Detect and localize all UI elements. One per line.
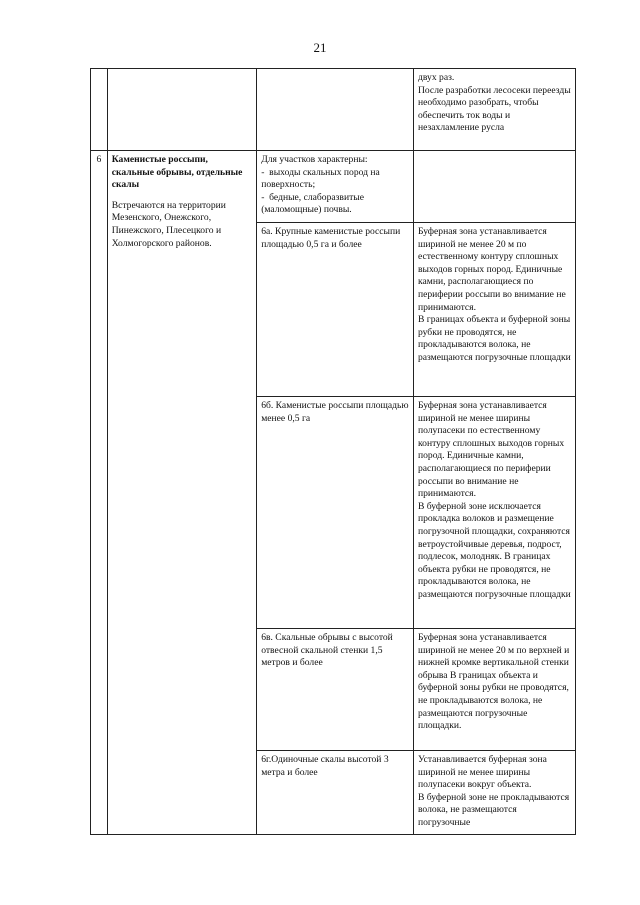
measure-cell bbox=[413, 397, 575, 629]
characteristic-cell bbox=[257, 69, 414, 151]
subtype-label-cell: 6б. Каменистые россыпи площадью менее 0,5 га bbox=[257, 397, 414, 629]
characteristic-text: Для участков характерны: - выходы скальных пород на поверхность; - бедные, слаборазвитые (маломощные) почвы. bbox=[261, 154, 380, 216]
measure-cell bbox=[413, 629, 575, 751]
measure-text: Буферная зона устанавливается шириной не менее 20 м по верхней и нижней кромке вертикальной стенки обрыва В границах объекта и буферной зоны рубки не проводятся, не прокладываются волока, не размещаются погрузочные площадки. bbox=[417, 632, 572, 732]
object-cell bbox=[107, 151, 256, 835]
object-title: Каменистые россыпи, скальные обрывы, отдельные скалы bbox=[111, 154, 243, 191]
object-region: Встречаются на территории Мезенского, Онежского, Пинежского, Плесецкого и Холмогорского районов. bbox=[111, 199, 226, 249]
subtype-label-cell: 6а. Крупные каменистые россыпи площадью 0,5 га и более bbox=[257, 223, 414, 397]
measure-cell bbox=[413, 223, 575, 397]
buffer-zone-table bbox=[90, 68, 576, 835]
subtype-label-cell: 6г.Одиночные скалы высотой 3 метра и более bbox=[257, 751, 414, 835]
measure-cell bbox=[413, 151, 575, 223]
table-row-6-general bbox=[91, 151, 576, 223]
row-number-cell bbox=[91, 69, 108, 151]
measure-text: Устанавливается буферная зона шириной не менее ширины полупасеки вокруг объекта. В буферной зоне не прокладываются волока, не размещаются погрузочные bbox=[417, 754, 570, 828]
page-number: 21 bbox=[313, 40, 327, 55]
characteristic-cell bbox=[257, 151, 414, 223]
measure-cell bbox=[413, 69, 575, 151]
measure-text: Буферная зона устанавливается шириной не менее 20 м по естественному контуру сплошных выходов горных пород. Единичные камни, располагающиеся по периферии россыпи во внимание не принимаются. В границах объекта и буферной зоны рубки не проводятся, не прокладываются волока, не размещаются погрузочные площадки bbox=[417, 226, 571, 363]
measure-text: Буферная зона устанавливается шириной не менее ширины полупасеки по естественному контуру сплошных выходов горных пород. Единичные камни, располагающиеся по периферии россыпи во внимание не принимаются. В буферной зоне исключается прокладка волоков и размещение погрузочной площадки, сохраняются ветроустойчивые деревья, подрост, подлесок, молодняк. В границах объекта рубки не проводятся, не прокладываются волока, не размещаются погрузочные площадки bbox=[417, 400, 571, 600]
row-number-cell: 6 bbox=[91, 151, 108, 835]
measure-text: двух раз. После разработки лесосеки переезды необходимо разобрать, чтобы обеспечить ток воды и незахламление русла bbox=[417, 72, 571, 134]
subtype-label-cell: 6в. Скальные обрывы с высотой отвесной скальной стенки 1,5 метров и более bbox=[257, 629, 414, 751]
object-cell bbox=[107, 69, 256, 151]
table-row-continuation bbox=[91, 69, 576, 151]
measure-cell bbox=[413, 751, 575, 835]
